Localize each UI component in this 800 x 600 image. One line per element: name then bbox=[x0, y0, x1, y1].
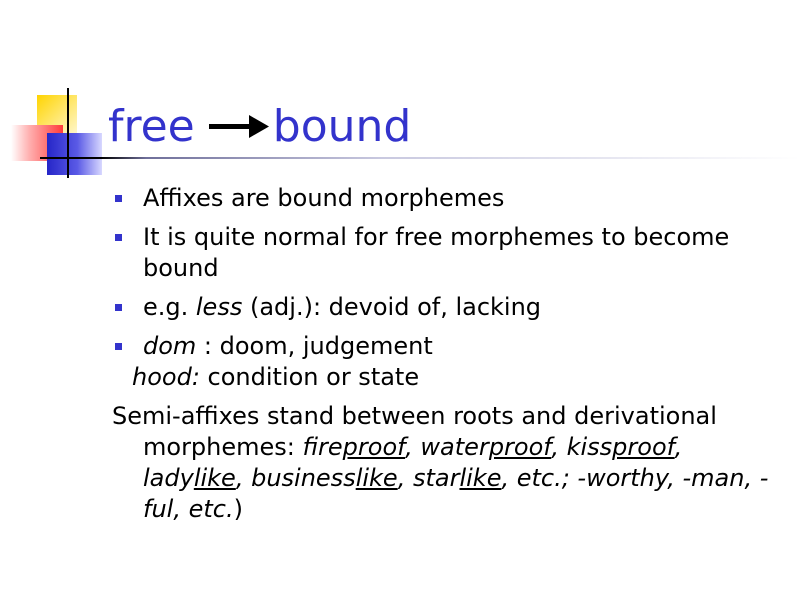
examples-tail: , etc.; -worthy, -man, -ful, etc. bbox=[143, 464, 769, 523]
word-affix: like bbox=[459, 464, 502, 492]
closing-paren: ) bbox=[233, 495, 243, 523]
slide-body bbox=[112, 183, 772, 525]
word-affix: proof bbox=[612, 433, 675, 461]
hood-word: hood: bbox=[132, 363, 200, 391]
separator: , bbox=[551, 433, 567, 461]
separator: , bbox=[397, 464, 413, 492]
word-root: kiss bbox=[566, 433, 613, 461]
bullet-text: Affixes are bound morphemes bbox=[143, 184, 505, 212]
word-affix: proof bbox=[488, 433, 552, 461]
hood-definition: condition or state bbox=[199, 363, 420, 391]
bullet-marker bbox=[115, 195, 122, 202]
word-affix: like bbox=[355, 464, 398, 492]
separator: , bbox=[235, 464, 252, 492]
dom-definition: : doom, judgement bbox=[196, 332, 433, 360]
slide-title bbox=[108, 96, 411, 156]
right-arrow-icon bbox=[209, 111, 269, 141]
word-root: business bbox=[251, 464, 356, 492]
dom-word: dom bbox=[143, 332, 197, 360]
word-root: lady bbox=[143, 464, 194, 492]
bullet-marker bbox=[115, 343, 122, 350]
bullet-item-dom bbox=[112, 331, 772, 362]
decor-vertical-line bbox=[67, 88, 69, 178]
bullet-marker bbox=[115, 234, 122, 241]
bullet-item-eg bbox=[112, 292, 772, 323]
eg-prefix: e.g. bbox=[143, 293, 196, 321]
hood-line bbox=[112, 362, 772, 393]
word-affix: proof bbox=[342, 433, 406, 461]
title-bound: bound bbox=[272, 100, 412, 152]
separator: , bbox=[405, 433, 421, 461]
word-root: water bbox=[420, 433, 489, 461]
word-root: star bbox=[412, 464, 460, 492]
bullet-item bbox=[112, 183, 772, 214]
eg-definition: (adj.): devoid of, lacking bbox=[242, 293, 542, 321]
word-affix: like bbox=[193, 464, 236, 492]
word-root: fire bbox=[302, 433, 343, 461]
title-free: free bbox=[108, 100, 195, 152]
decor-blue-square bbox=[47, 133, 102, 175]
bullet-marker bbox=[115, 304, 122, 311]
eg-word: less bbox=[195, 293, 243, 321]
separator: , bbox=[674, 433, 683, 461]
bullet-item bbox=[112, 222, 772, 284]
title-underline bbox=[40, 157, 800, 159]
bullet-text: It is quite normal for free morphemes to become bound bbox=[143, 223, 730, 282]
semi-intro: Semi-affixes stand between roots and derivational morphemes: bbox=[112, 402, 717, 461]
semi-affixes-paragraph bbox=[112, 401, 772, 525]
